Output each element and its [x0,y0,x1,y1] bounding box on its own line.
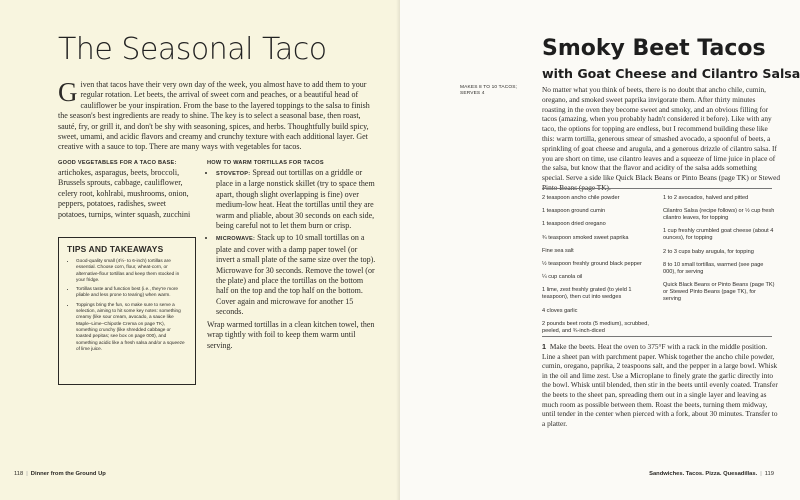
ingredient-item: 2 pounds beet roots (5 medium), scrubbed, peeled, and ¾-inch-diced [542,320,649,334]
method-text: Spread out tortillas on a griddle or place in a large nonstick skillet (try to space them apart, though slight overlapping is fine) over medium-low heat. Heat the tortillas until they are warm and pliable, about 30 seconds on each side, being careful not to let them burn or crisp. [216,168,375,231]
intro-text: iven that tacos have their very own day of the week, you almost have to add them to your regular rotation. Let beets, the arrival of sweet corn and peaches, or a beautiful head of cauliflower be your inspiration. From the base to the layered toppings to the salsa to finish the season's best ingredients are ready to shine. The key is to select a seasonal base, then roast, sauté, fry, or grill it, and don't be shy with seasoning, spices, and herbs. Thoughtfully build spicy, sweet, umami, and acidic flavors and creamy and crunchy texture with each additional layer. Get creative with a sauce to top. There are many ways with vegetables for tacos. [58,80,370,152]
tip-item: • Good-quality small (4½- to 6-inch) tortillas are essential. Choose corn, flour, wheat-corn, or alternative-flour tortillas and keep them stocked in your fridge. [76,258,187,283]
step-number: 1 [542,342,547,351]
warm-heading: HOW TO WARM TORTILLAS FOR TACOS [207,160,324,166]
ingredient-item: 1 cup freshly crumbled goat cheese (about 4 ounces), for topping [663,228,774,242]
warm-method-item [216,168,377,231]
tip-item: • Toppings bring the fun, so make sure to serve a selection, aiming to hit some key notes: something creamy (like sour cream, avocado, a sauce like Maple–Lime–Chipotle Crema on page TK), something crunchy (like shredded cabbage or toasted pepitas; see box on page 000), and something acidic like a fresh salsa and/or a squeeze of lime juice. [76,302,187,352]
ingredient-item: 1 teaspoon dried oregano [542,221,606,228]
page-number: 118 [14,471,24,477]
vegetables-list: artichokes, asparagus, beets, broccoli, Brussels sprouts, cabbage, cauliflower, celery root, kohlrabi, mushrooms, onion, peppers, potatoes, radishes, sweet potatoes, turnips, winter squash, zucchini [58,168,191,219]
tips-box [58,237,196,385]
footer-separator: | [760,471,762,477]
ingredient-item: 2 teaspoon ancho chile powder [542,195,620,201]
warm-after-text: Wrap warmed tortillas in a clean kitchen towel, then wrap tightly with foil to keep them warm until serving. [207,319,375,350]
ingredient-item: 1 teaspoon ground cumin [542,208,606,215]
intro-paragraph [58,77,376,153]
method-label: MICROWAVE: [216,236,256,243]
ingredients-column-left [542,195,656,341]
method-step [542,342,780,428]
warm-methods-list [207,168,377,318]
warm-method-item [216,233,377,317]
ingredient-item: ½ teaspoon freshly ground black pepper [542,260,642,267]
right-footer [649,471,774,477]
method-text: Stack up to 10 small tortillas on a plate and cover with a damp paper towel (or invert a small plate of the same size over the top). Microwave for 30 seconds. Remove the towel (or the plate) and place the tortillas on the bottom half on the top and the top half on the bottom. Cover again and microwave for another 15 seconds. [216,233,376,317]
page-number: 119 [764,471,774,477]
ingredient-item: 4 cloves garlic [542,307,578,314]
ingredient-item: 2 to 3 cups baby arugula, for topping [663,248,754,255]
ingredients-column-right [663,195,775,309]
step-text: Make the beets. Heat the oven to 375°F with a rack in the middle position. Line a sheet pan with parchment paper. Whisk together the ancho chile powder, cumin, oregano, paprika, 2 teaspoons salt, and the pepper in a large bowl. Whisk in the oil and lime zest. Use a Microplane to finely grate the garlic directly into the bowl. Whisk until blended, then stir in the beets until evenly coated. Transfer the beets to the sheet pan, spreading them out in a single layer and leaving as much room as possible between them. Roast the beets, turning them midway, until tender in the center when pierced with a fork, about 30 minutes. Transfer to a platter. [542,342,778,428]
method-label: STOVETOP: [216,171,251,177]
vegetables-section [58,160,196,220]
footer-separator: | [26,471,28,477]
ingredient-item: ¾ teaspoon smoked sweet paprika [542,234,629,241]
ingredient-item: Cilantro Salsa (recipe follows) or ½ cup fresh cilantro leaves, for topping [663,208,775,222]
tip-item: • Tortillas taste and function best (i.e., they're more pliable and less prone to tearing) when warm. [76,286,187,299]
recipe-title: Smoky Beet Tacos [542,36,766,61]
drop-cap: G [58,77,78,107]
left-page-title: The Seasonal Taco [58,32,327,67]
tips-list [67,258,187,352]
recipe-yield: MAKES 8 TO 10 TACOS; SERVES 4 [460,85,518,97]
tips-title: TIPS AND TAKEAWAYS [67,244,164,254]
ingredient-item: 1 to 2 avocados, halved and pitted [663,195,749,201]
recipe-subtitle: with Goat Cheese and Cilantro Salsa [542,66,800,81]
ingredient-item: Quick Black Beans or Pinto Beans (page TK) or Stewed Pinto Beans (page TK), for serving [663,281,775,302]
ingredient-item: 8 to 10 small tortillas, warmed (see page 000), for serving [663,261,764,275]
ingredient-item: 1 lime, zest freshly grated (to yield 1 teaspoon), then cut into wedges [542,287,632,301]
book-title: Dinner from the Ground Up [30,471,106,477]
ingredients-bottom-rule [542,336,772,337]
ingredient-item: Fine sea salt [542,247,574,254]
ingredient-item: ¼ cup canola oil [542,274,583,281]
left-footer [14,471,106,477]
vegetables-heading: GOOD VEGETABLES FOR A TACO BASE: [58,160,177,166]
recipe-headnote: No matter what you think of beets, there is no doubt that ancho chile, cumin, oregano, and smoked sweet paprika invigorate them. After thirty minutes roasting in the oven they become sweet and smoky, and an obvious filling for tacos (amazing, when you probably hadn't considered it before). Like with any taco, the options for topping are endless, but I recommend building these like this: warm tortilla, generous smear of smashed avocado, a spoonful of beets, a sprinkling of goat cheese and arugula, and a generous drizzle of cilantro salsa. If you are short on time, use cilantro leaves and a squeeze of lime juice in place of the salsa, but know that the flavor and acidity of the salsa adds something special. Serve a side like Quick Black Beans or Pinto Beans (page TK) or Stewed Pinto Beans (page TK). [542,85,780,192]
section-title: Sandwiches. Tacos. Pizza. Quesadillas. [649,471,758,477]
ingredients-top-rule [542,188,772,189]
warm-tortillas-section [207,160,377,351]
